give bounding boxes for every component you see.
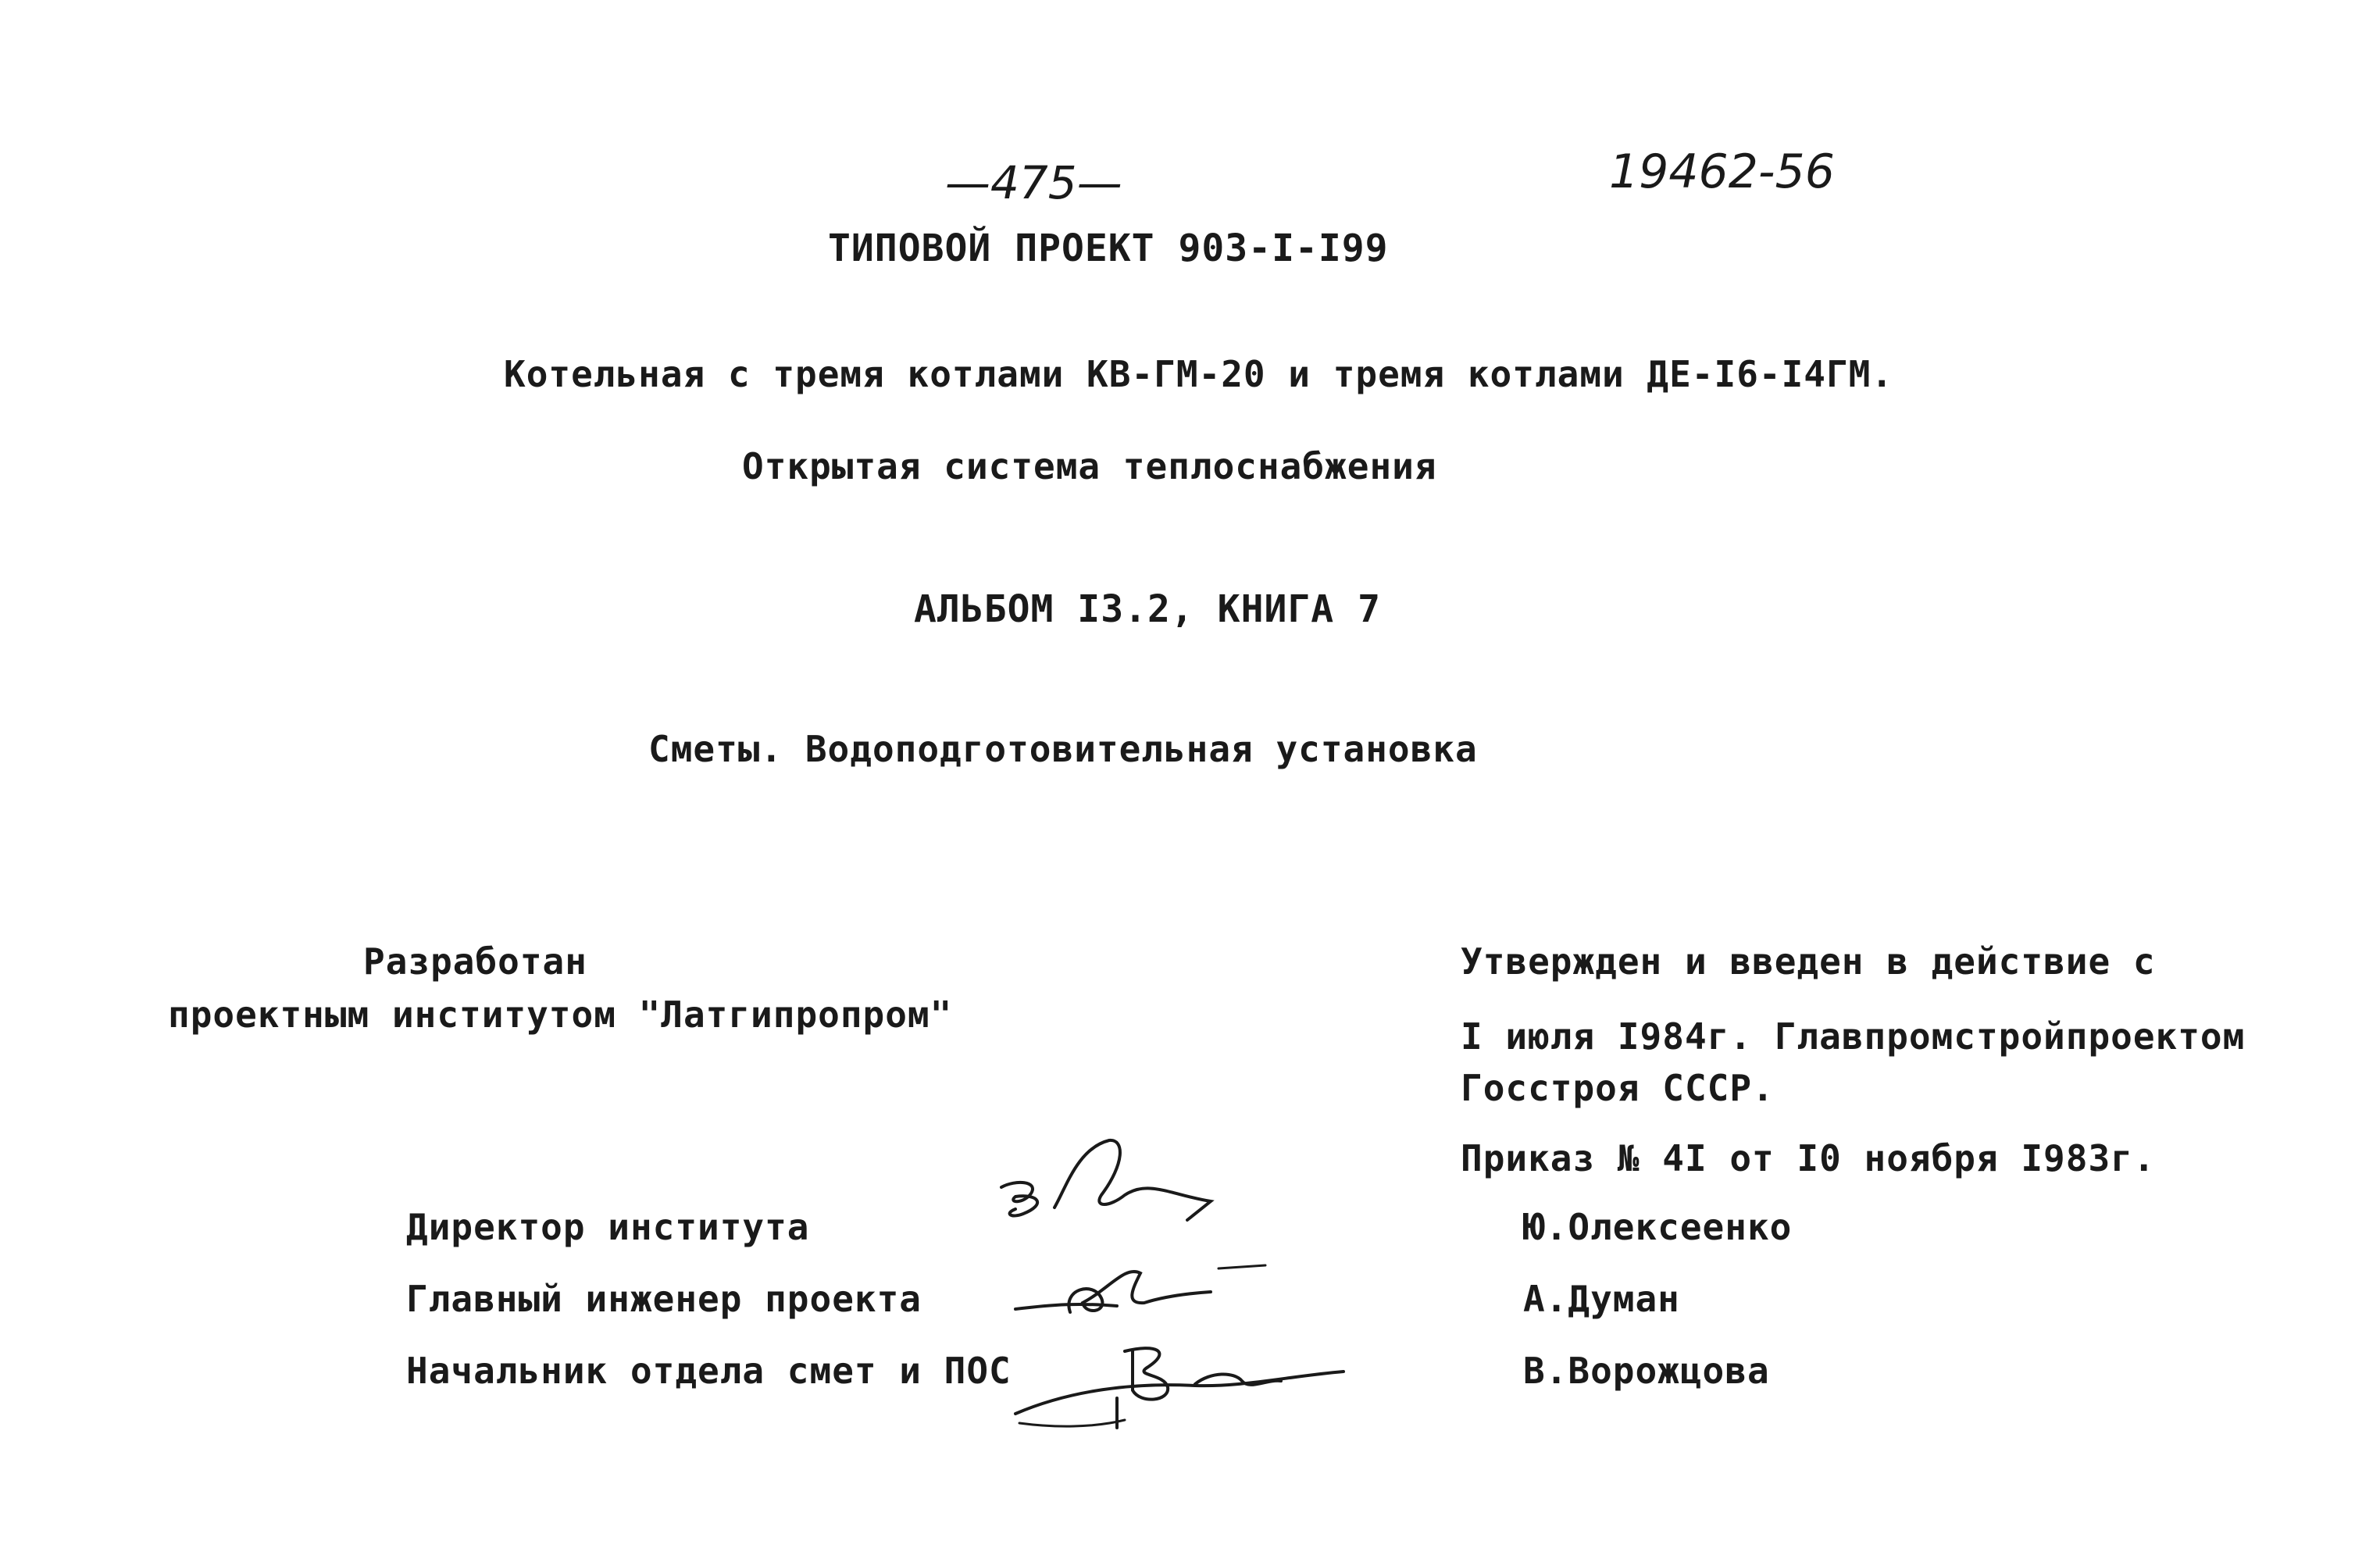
document-subject: Котельная с тремя котлами КВ-ГМ-20 и тремя котлами ДЕ-I6-I4ГМ.: [504, 353, 1894, 395]
estimates-head-signature: [1008, 1336, 1351, 1437]
developed-by-label: Разработан: [363, 940, 587, 983]
page-number: —475—: [945, 156, 1122, 209]
approval-line-2: I июля I984г. Главпромстройпроектом: [1461, 1015, 2246, 1058]
chief-engineer-signature: [1008, 1258, 1273, 1328]
signatory-name: Ю.Олексеенко: [1523, 1206, 1793, 1248]
album-book: АЛЬБОМ I3.2, КНИГА 7: [914, 587, 1381, 631]
signatory-position: Начальник отдела смет и ПОС: [406, 1350, 1012, 1392]
signatory-name: В.Ворожцова: [1523, 1350, 1770, 1392]
archive-number: 19462-56: [1609, 144, 1835, 199]
developer-institute: проектным институтом "Латгипропром": [168, 994, 953, 1036]
heating-system: Открытая система теплоснабжения: [742, 445, 1437, 487]
project-title: ТИПОВОЙ ПРОЕКТ 903-I-I99: [828, 227, 1389, 270]
section-title: Сметы. Водоподготовительная установка: [648, 728, 1478, 770]
approval-line-3: Госстроя СССР.: [1461, 1067, 1775, 1109]
order-reference: Приказ № 4I от I0 ноября I983г.: [1461, 1137, 2156, 1179]
director-signature: [992, 1133, 1226, 1242]
signatory-position: Директор института: [406, 1206, 810, 1248]
approval-line-1: Утвержден и введен в действие с: [1461, 940, 2156, 983]
signatory-position: Главный инженер проекта: [406, 1278, 922, 1320]
signatory-name: А.Думан: [1523, 1278, 1680, 1320]
